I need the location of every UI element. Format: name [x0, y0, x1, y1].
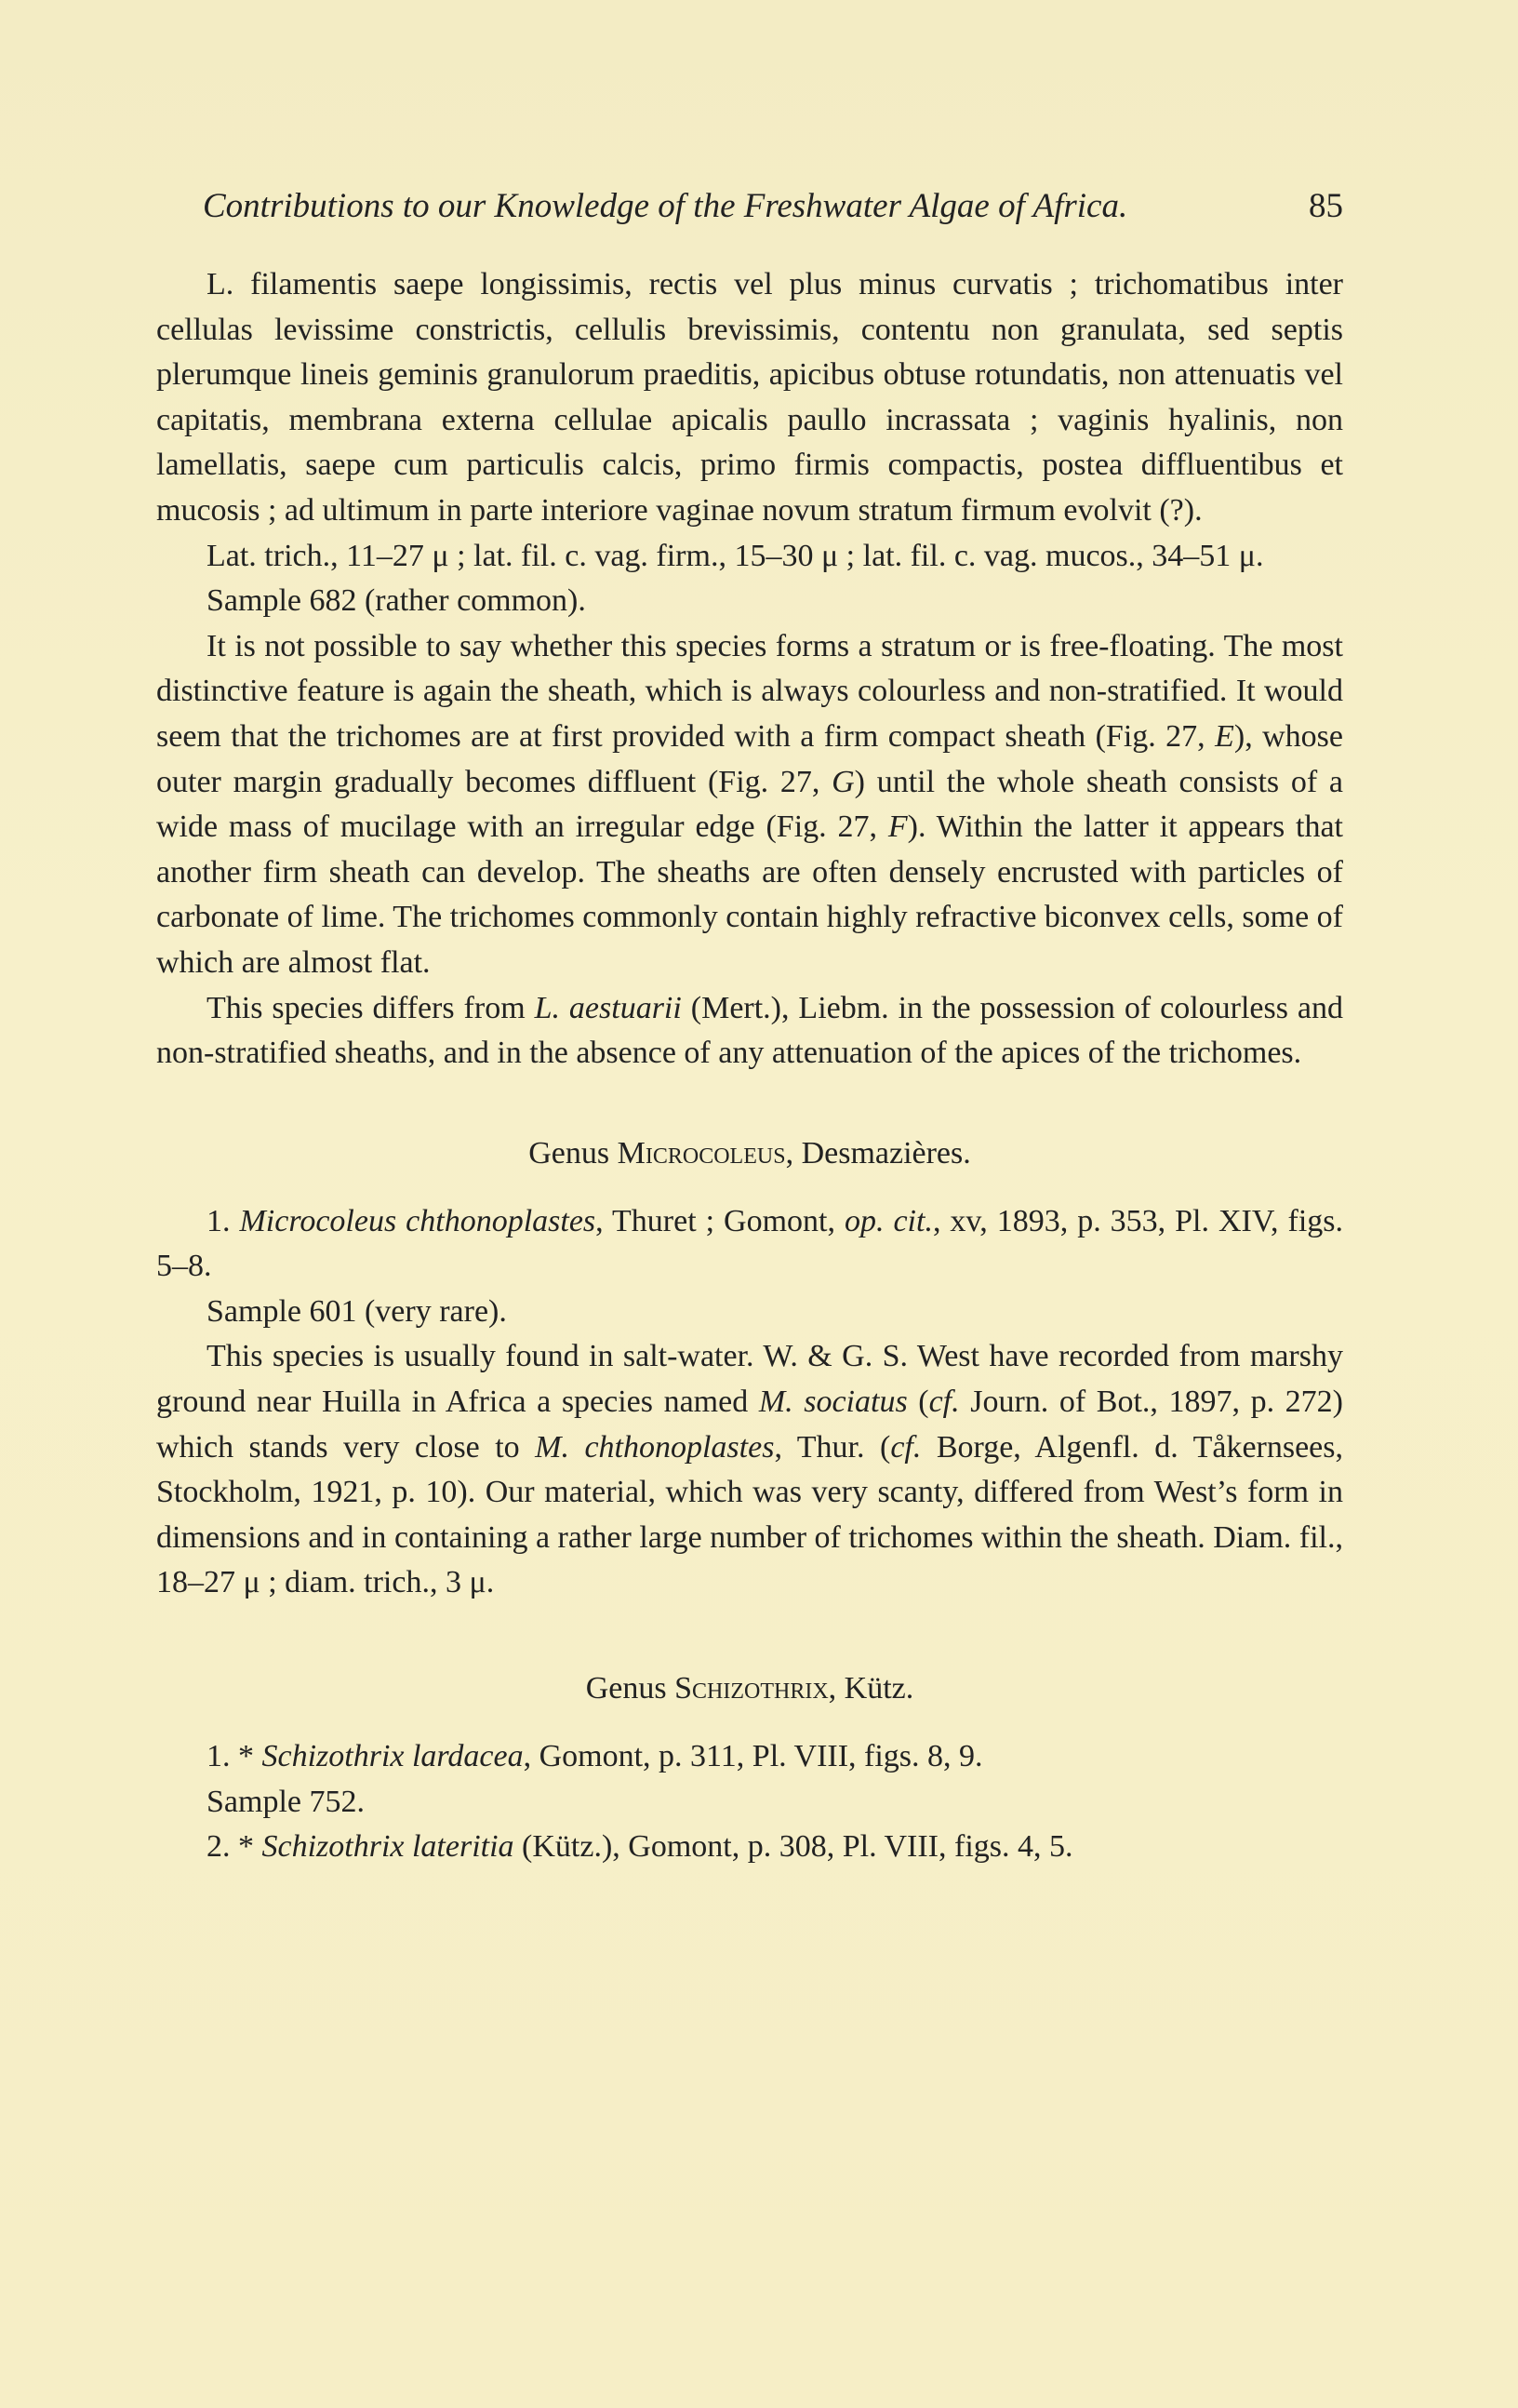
sample-note: Sample 682 (rather common).	[206, 583, 586, 619]
species-entry-schizothrix-1: 1. * Schizothrix lardacea, Gomont, p. 311, Pl. VIII, figs. 8, 9.	[206, 1739, 983, 1774]
sample-note: Sample 601 (very rare).	[206, 1293, 507, 1329]
species-entry-microcoleus: 1. Microcoleus chthonoplastes, Thuret ; Gomont, op. cit., xv, 1893, p. 353, Pl. XIV, figs. 5–8.	[156, 1203, 1344, 1284]
measurements: Lat. trich., 11–27 μ ; lat. fil. c. vag. firm., 15–30 μ ; lat. fil. c. vag. mucos., 34–51 μ.	[206, 538, 1264, 573]
running-head	[156, 177, 1343, 233]
discussion-paragraph: It is not possible to say whether this species forms a stratum or is free-floating. The most distinctive feature is again the sheath, which is always colourless and non-stratified. It would seem that the trichomes are at first provided with a firm compact sheath (Fig. 27, E), whose outer margin gradually becomes diffluent (Fig. 27, G) until the whole sheath consists of a wide mass of mucilage with an irregular edge (Fig. 27, F). Within the latter it appears that another firm sheath can develop. The sheaths are often densely encrusted with particles of carbonate of lime. The trichomes commonly contain highly refractive biconvex cells, some of which are almost flat.	[156, 628, 1344, 980]
running-title: Contributions to our Knowledge of the Freshwater Algae of Africa.	[203, 187, 1128, 225]
sample-note: Sample 752.	[206, 1784, 365, 1819]
page-number: 85	[1309, 187, 1343, 225]
page	[156, 177, 1343, 1870]
species-entry-schizothrix-2: 2. * Schizothrix lateritia (Kütz.), Gomont, p. 308, Pl. VIII, figs. 4, 5.	[206, 1829, 1073, 1865]
genus-heading-schizothrix: Genus Schizothrix, Kütz.	[585, 1671, 914, 1706]
latin-description: L. filamentis saepe longissimis, rectis vel plus minus curvatis ; trichomatibus inter cellulas levissime constrictis, cellulis brevissimis, contentu non granulata, sed septis plerumque lineis geminis granulorum praeditis, apicibus obtuse rotundatis, non attenuatis vel capitatis, membrana externa cellulae apicalis paullo incrassata ; vaginis hyalinis, non lamellatis, saepe cum particulis calcis, primo firmis compactis, postea diffluentibus et mucosis ; ad ultimum in parte interiore vaginae novum stratum firmum evolvit (?).	[156, 267, 1343, 528]
genus-heading-microcoleus: Genus Microcoleus, Desmazières.	[528, 1135, 971, 1171]
discussion-paragraph: This species is usually found in salt-water. W. & G. S. West have recorded from marshy ground near Huilla in Africa a species named M. sociatus (cf. Journ. of Bot., 1897, p. 272) which stands very close to M. chthonoplastes, Thur. (cf. Borge, Algenfl. d. Tåkernsees, Stockholm, 1921, p. 10). Our material, which was very scanty, differed from West’s form in dimensions and in containing a rather large number of trichomes within the sheath. Diam. fil., 18–27 μ ; diam. trich., 3 μ.	[156, 1339, 1343, 1600]
comparison-paragraph: This species differs from L. aestuarii (Mert.), Liebm. in the possession of colourless and non-stratified sheaths, and in the absence of any attenuation of the apices of the trichomes.	[156, 990, 1343, 1071]
